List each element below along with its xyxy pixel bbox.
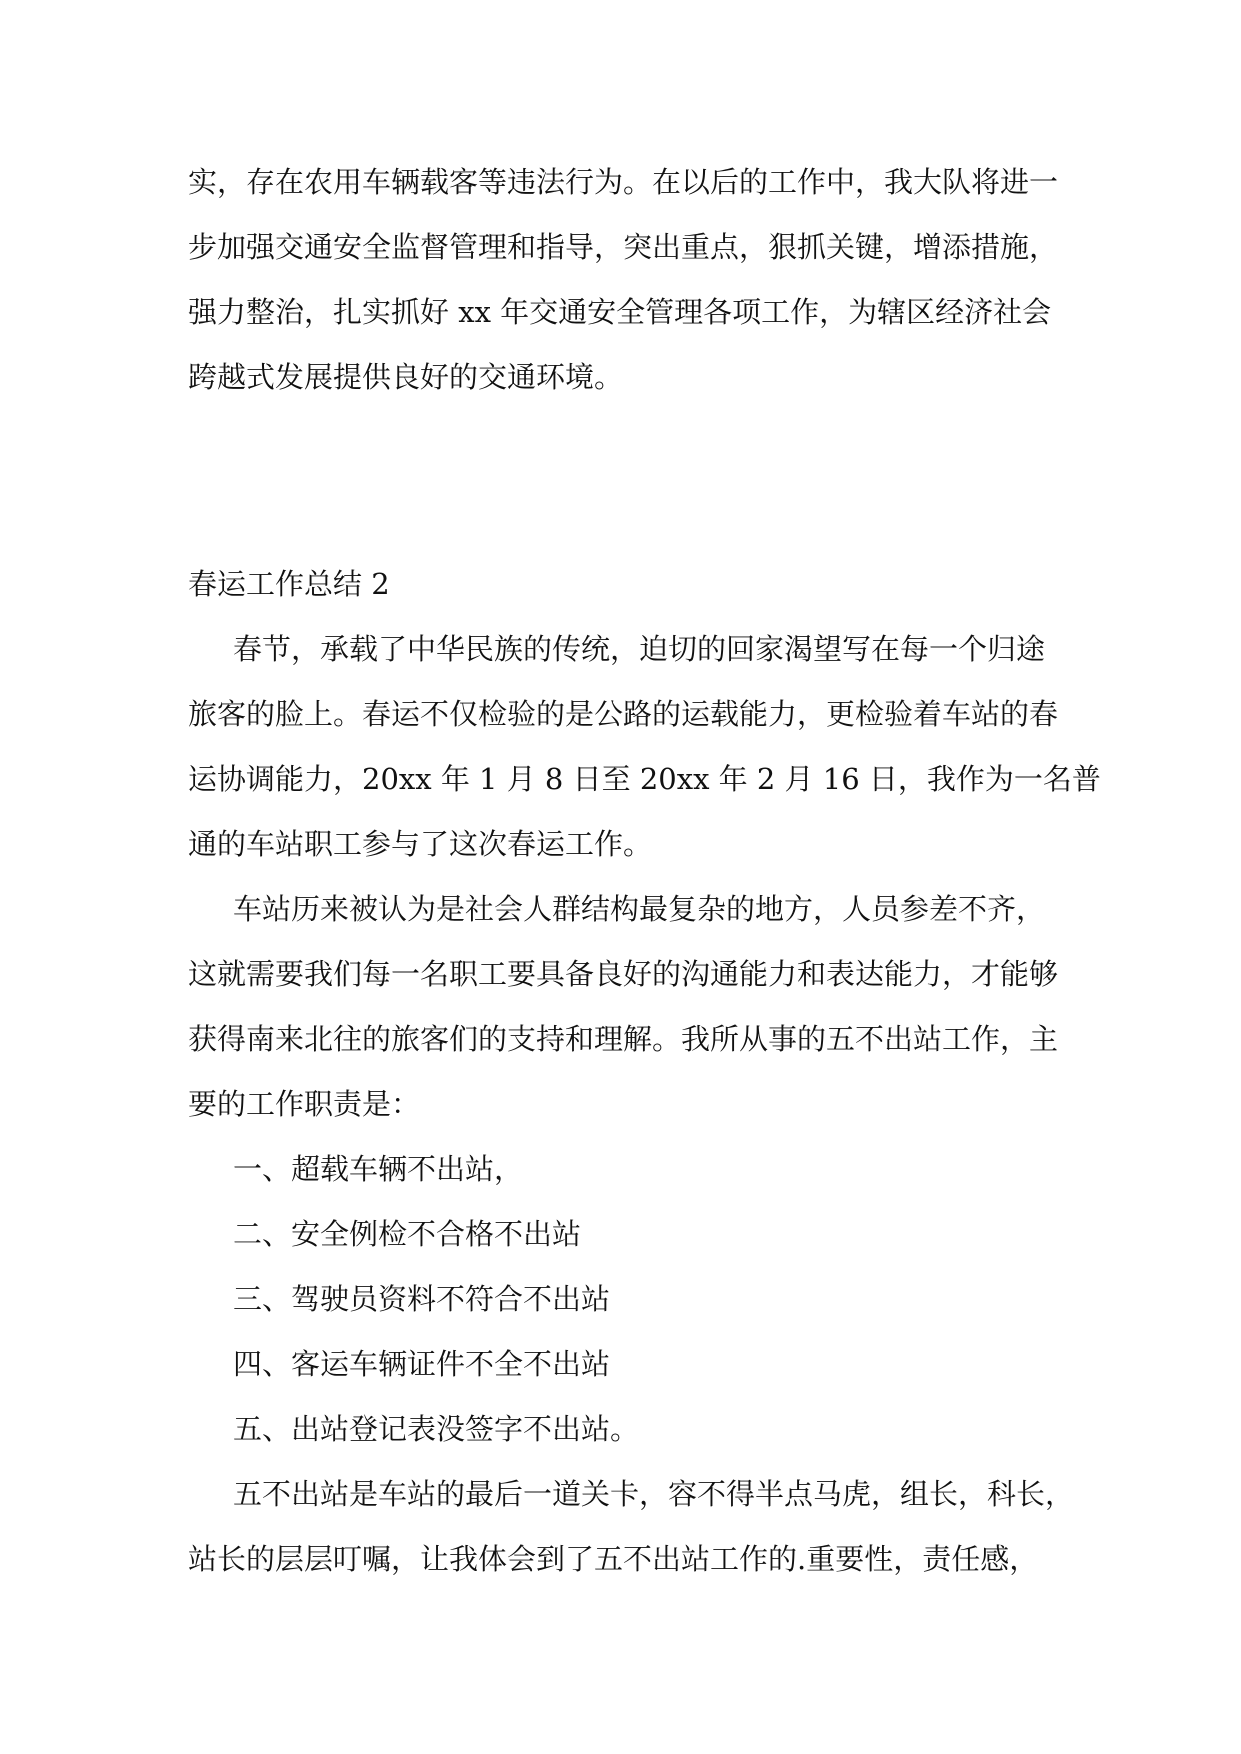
- paragraph-line: 强力整治，扎实抓好 xx 年交通安全管理各项工作，为辖区经济社会: [188, 295, 1052, 329]
- top-paragraph: [188, 150, 1068, 410]
- paragraph-line: 通的车站职工参与了这次春运工作。: [188, 827, 653, 861]
- list-item: 四、客运车辆证件不全不出站: [233, 1347, 611, 1381]
- list-item: 二、安全例检不合格不出站: [233, 1217, 582, 1251]
- paragraph-line: 步加强交通安全监督管理和指导，突出重点，狠抓关键，增添措施，: [188, 230, 1059, 264]
- list-item: 一、超载车辆不出站，: [233, 1152, 524, 1186]
- paragraph-line: 运协调能力，20xx 年 1 月 8 日至 20xx 年 2 月 16 日，我作为一名普: [188, 762, 1101, 796]
- paragraph-line: 获得南来北往的旅客们的支持和理解。我所从事的五不出站工作，主: [188, 1022, 1059, 1056]
- paragraph-line: 五不出站是车站的最后一道关卡，容不得半点马虎，组长，科长，: [233, 1477, 1075, 1511]
- paragraph-line: 实，存在农用车辆载客等违法行为。在以后的工作中，我大队将进一: [188, 165, 1059, 199]
- paragraph-line: 站长的层层叮嘱，让我体会到了五不出站工作的.重要性，责任感，: [188, 1542, 1039, 1576]
- paragraph-line: 要的工作职责是：: [188, 1087, 421, 1121]
- paragraph-line: 跨越式发展提供良好的交通环境。: [188, 360, 624, 394]
- section-title-text: 春运工作总结 2: [188, 567, 390, 601]
- section-body: [188, 617, 1101, 1592]
- list-item: 三、驾驶员资料不符合不出站: [233, 1282, 611, 1316]
- paragraph-line: 春节，承载了中华民族的传统，迫切的回家渴望写在每一个归途: [233, 632, 1046, 666]
- list-item: 五、出站登记表没签字不出站。: [233, 1412, 640, 1446]
- section-title: [188, 552, 1068, 617]
- paragraph-line: 旅客的脸上。春运不仅检验的是公路的运载能力，更检验着车站的春: [188, 697, 1059, 731]
- paragraph-line: 这就需要我们每一名职工要具备良好的沟通能力和表达能力，才能够: [188, 957, 1059, 991]
- paragraph-line: 车站历来被认为是社会人群结构最复杂的地方，人员参差不齐，: [233, 892, 1046, 926]
